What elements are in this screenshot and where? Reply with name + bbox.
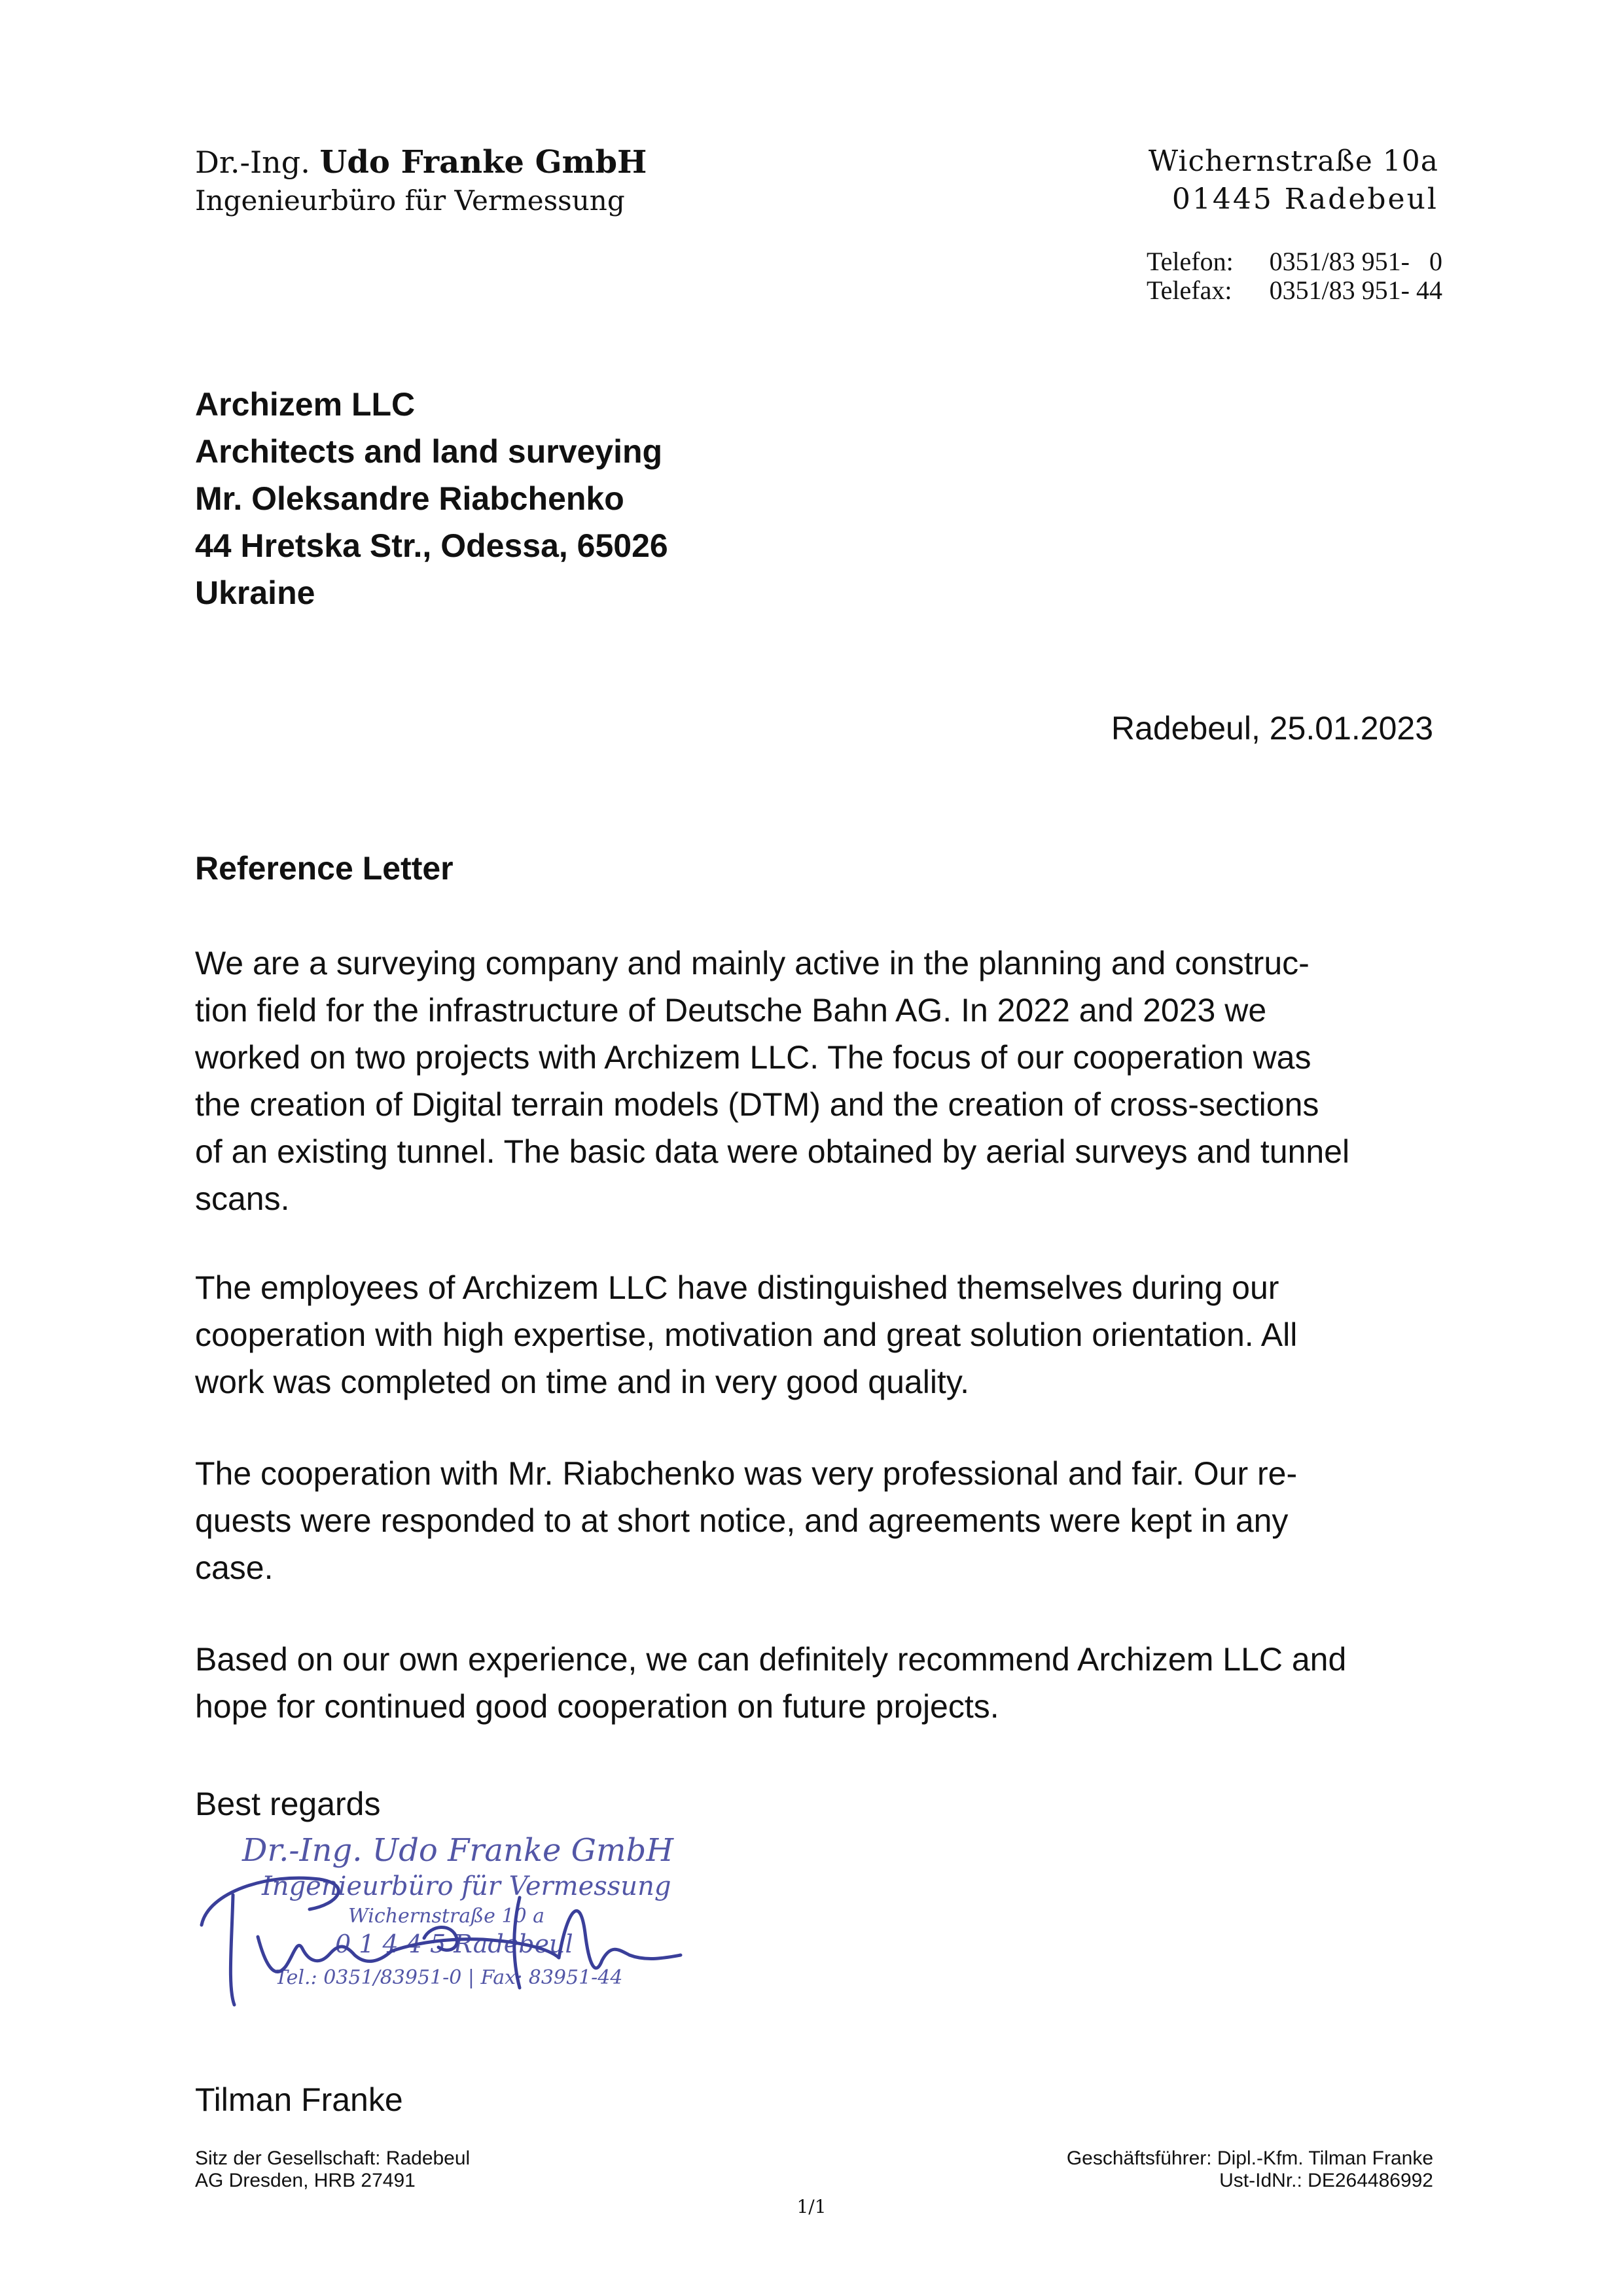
letter-subject: Reference Letter [195, 850, 454, 887]
letterhead-subtitle: Ingenieurbüro für Vermessung [195, 185, 625, 217]
letterhead-company [195, 143, 647, 220]
body-paragraph [195, 1636, 1438, 1730]
letterhead-address [1149, 143, 1438, 219]
body-paragraph [195, 940, 1438, 1222]
body-line: tion field for the infrastructure of Deutsche Bahn AG. In 2022 and 2023 we [195, 992, 1267, 1029]
phone-label: Telefon: [1147, 247, 1234, 276]
footer-line: Geschäftsführer: Dipl.-Kfm. Tilman Franke [1066, 2147, 1433, 2169]
stamp-line-city: 0 1 4 4 5 Radebeul [335, 1930, 573, 1958]
letter-date: Radebeul, 25.01.2023 [1111, 710, 1433, 747]
body-line: Based on our own experience, we can definitely recommend Archizem LLC and [195, 1641, 1347, 1678]
letterhead-name-line [195, 143, 647, 182]
phone-row [1147, 247, 1442, 276]
phone-value: 0351/83 951- 0 [1269, 247, 1442, 276]
body-line: worked on two projects with Archizem LLC. The focus of our cooperation was [195, 1039, 1311, 1076]
recipient-address [195, 381, 668, 616]
stamp-line-subtitle: Ingenieurbüro für Vermessung [262, 1871, 671, 1901]
fax-label: Telefax: [1147, 275, 1232, 305]
company-stamp [195, 1827, 692, 2023]
footer-line: AG Dresden, HRB 27491 [195, 2170, 416, 2191]
signer-name: Tilman Franke [195, 2081, 403, 2118]
body-line: hope for continued good cooperation on future projects. [195, 1688, 999, 1725]
body-line: the creation of Digital terrain models (DTM) and the creation of cross-sections [195, 1086, 1319, 1123]
letterhead-company-name: Udo Franke GmbH [319, 144, 647, 181]
body-line: of an existing tunnel. The basic data were obtained by aerial surveys and tunnel [195, 1133, 1350, 1170]
stamp-line-street: Wichernstraße 10 a [348, 1905, 545, 1928]
letterhead-contact [1147, 247, 1442, 305]
recipient-line: Architects and land surveying [195, 433, 663, 470]
recipient-line: 44 Hretska Str., Odessa, 65026 [195, 527, 668, 564]
stamp-line-company: Dr.-Ing. Udo Franke GmbH [242, 1832, 674, 1869]
recipient-line: Archizem LLC [195, 386, 416, 423]
footer-line: Sitz der Gesellschaft: Radebeul [195, 2147, 471, 2169]
letterhead-city: 01445 Radebeul [1171, 183, 1438, 216]
body-line: case. [195, 1549, 274, 1586]
body-line: quests were responded to at short notice, and agreements were kept in any [195, 1502, 1289, 1539]
letterhead-prefix: Dr.-Ing. [195, 145, 310, 180]
fax-row [1147, 276, 1442, 305]
body-paragraph [195, 1450, 1438, 1591]
fax-value: 0351/83 951- 44 [1269, 275, 1442, 305]
recipient-line: Ukraine [195, 574, 315, 611]
recipient-line: Mr. Oleksandre Riabchenko [195, 480, 624, 517]
body-paragraph [195, 1264, 1438, 1405]
stamp-svg [195, 1827, 692, 2023]
body-line: cooperation with high expertise, motivation and great solution orientation. All [195, 1316, 1298, 1353]
page-number: 1/1 [796, 2196, 827, 2217]
body-line: scans. [195, 1180, 290, 1217]
closing: Best regards [195, 1786, 381, 1822]
body-line: The employees of Archizem LLC have distinguished themselves during our [195, 1269, 1279, 1306]
stamp-line-contact: Tel.: 0351/83951-0 | Fax: 83951-44 [275, 1966, 623, 1989]
footer-management [1067, 2147, 1433, 2192]
body-line: work was completed on time and in very good quality. [195, 1364, 970, 1400]
letterhead-street: Wichernstraße 10a [1148, 145, 1438, 178]
footer-company-registration [195, 2147, 470, 2192]
footer-line: Ust-IdNr.: DE264486992 [1219, 2170, 1433, 2191]
body-line: We are a surveying company and mainly active in the planning and construc- [195, 945, 1310, 981]
body-line: The cooperation with Mr. Riabchenko was very professional and fair. Our re- [195, 1455, 1298, 1492]
